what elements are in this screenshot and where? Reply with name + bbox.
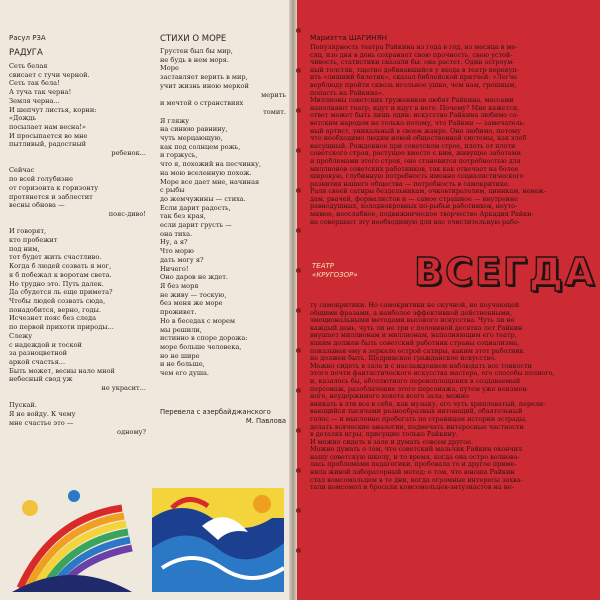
ring-holes [296,0,302,600]
binding-hole [296,28,301,33]
text-line: эмоциональными методами высокого искусства. Чуть ли не [310,317,515,325]
article-text-top [310,44,589,226]
text-line: Земля черна... [9,96,60,105]
text-line: Но трудно это. Путь далек. [9,279,104,288]
text-line: в деталях игры, присущие только Райкину. [310,431,458,439]
text-line: ного, неудержимого хохота всего зала; можно [310,393,469,401]
text-line: ный толстяк, тщетно добивавшийся у входа в театр перекуп- [310,66,519,74]
text-line: показывая ему в зеркале острой сатиры, каким этот работник [310,347,524,355]
text-line: не украсит... [101,384,146,393]
text-line: попасть на Райкина». [310,89,385,97]
text-line: Миллионы советских тружеников любят Райкина, массами [310,97,514,105]
text-line: мы решили, [160,325,202,334]
text-line: няла живой лабораторный метод: о том, что юноша Райкин [310,469,515,477]
text-line: тот будет жить счастливо. [9,253,102,262]
text-line: миллионов советских работников, так как отвечает на более [310,165,519,173]
text-line: что необходимо людям новой общественной системы, как хлеб [310,135,527,143]
binding-hole [296,268,301,273]
text-line: А туча так черна! [9,88,72,97]
poem-raduga [9,62,146,436]
text-line: и мечтой о странствиях [160,99,244,108]
text-line: Быть может, весны нало мной [9,366,115,375]
binding-hole [296,468,301,473]
text-line: и, казалось бы, абсолютного перевоплощения в создаваемый [310,377,521,385]
text-line: чем его душа. [160,369,210,378]
text-line: одному? [117,427,146,436]
text-line: Я без моря [160,281,199,290]
text-line: И можно сидеть в зале и думать совсем другое. [310,438,474,446]
text-line: как под солнцем рожь, [160,142,241,151]
binding-hole [296,148,301,153]
text-line: Ну, а я? [160,238,188,247]
text-line: общими фразами, а наиболее эффективной действенными, [310,309,513,317]
text-line: дать могу я? [160,255,204,264]
text-line: Можно думать о том, что советский мальчик Райкин окончил [310,446,523,454]
binding-hole [296,348,301,353]
text-line: не живу — тоскую, [160,290,227,299]
article-author: Мариэтта ШАГИНЯН [310,33,388,42]
text-line: не будь в нем моря. [160,55,229,64]
section-label [312,262,358,280]
text-line: мимое, неослабное, подвижническое творчество Аркадия Райки- [310,211,534,219]
text-line: по первой прихоти природы... [9,323,114,332]
text-line: Пускай. [9,401,37,410]
text-line: понадобится, верно, годы. [9,305,101,314]
text-line: пытливый, радостный [9,140,86,149]
text-line: заставляет верить в мир, [160,73,248,82]
text-line: чивость, статистики сказали бы: она растет. Один остроум- [310,59,515,67]
text-line: на мою вселенную похож. [160,168,252,177]
text-line: под ним, [9,244,40,253]
binding-hole [296,228,301,233]
text-line: ребенок... [111,149,146,158]
text-line: Но в беседах с морем [160,316,236,325]
text-line: ответ может быть лишь один: искусство Райкина любимо со- [310,112,519,120]
poem-title-raduga: РАДУГА [9,48,43,58]
translation-credit [160,408,286,425]
text-line: протянется и заблестит [9,192,93,201]
text-line: свисает с тучи черной. [9,70,90,79]
text-line: ветским народом не только потому, что Райкин — замечатель- [310,119,526,127]
text-line: до жемчужины — стиха. [160,194,246,203]
text-line: я б побежал к воротам света. [9,270,112,279]
binding-hole [296,68,301,73]
text-line: каким должен быть советский работник страны социализма, [310,339,520,347]
text-line: Да сбудется ль еще примета? [9,288,113,297]
binding-hole [296,308,301,313]
text-line: Слежу [9,331,33,340]
text-line [9,158,146,167]
text-line: этого почти фантастического искусства мастера, его способы полного, [310,370,555,378]
text-line: море больше человека, [160,342,242,351]
text-line: мерить [261,90,286,99]
text-line: за разноцветной [9,349,67,358]
text-line: Море [160,64,179,73]
text-line: «Дождь [9,114,37,123]
text-line: Что морю [160,247,194,256]
text-line: Оно даров не ждет. [160,273,229,282]
text-line: и не больше, [160,360,205,369]
text-line: сяц, изо дня в день сохраняет свою прочность, свою устой- [310,51,513,59]
text-line: кто пробежит [9,236,58,245]
text-line: аркой счастья... [9,357,66,366]
text-line: чуть мерцающую, [160,134,223,143]
text-line: истинно в споре дорожа: [160,334,248,343]
poem-sea [160,47,286,378]
binding-hole [296,108,301,113]
text-line: Когда б людей созвать я мог, [9,262,112,271]
text-line: Ничего! [160,264,189,273]
text-line: Сеть так бела! [9,79,60,88]
text-line: весны обнова — [9,201,65,210]
translator-name: М. Павлова [245,416,286,425]
text-line: наполняют театр, идут и идут в него. Почему? Мне кажется, [310,104,520,112]
text-line: И говорят, [9,227,47,236]
text-line: не должен быть. Щедринское гражданское искусство. [310,355,497,363]
poet-name: Расул РЗА [9,34,46,42]
text-line: дам, рвачей, формалистов и — самое страшное — внутренне [310,195,519,203]
text-line: Исчезнет пояс без следа [9,314,96,323]
binding-hole [296,508,301,513]
text-line: посылает нам весна!» [9,122,86,131]
text-line: что я, похожий на песчинку, [160,160,262,169]
section-label-krugozor: «КРУГОЗОР» [312,271,358,279]
text-line: мне счастье это — [9,418,74,427]
text-line: Если дарит радость, [160,203,231,212]
poem-title-sea: СТИХИ О МОРЕ [160,34,227,44]
text-line [9,393,146,402]
text-line: Чтобы людей созвать сюда, [9,296,106,305]
text-line: по всей голубизне [9,175,74,184]
text-line: И просыпается во мне [9,131,88,140]
section-label-theatre: ТЕАТР [312,262,334,270]
text-line: так без края, [160,212,206,221]
binding-hole [296,188,301,193]
text-line: широкую, глубинную потребность именно социалистического [310,173,524,181]
text-line: Можно сидеть в зале и с наслаждением наблюдать все тонкости [310,362,532,370]
text-line: Популярность театра Райкина из года в год, из месяца в ме- [310,44,518,51]
text-line: внушает миллионам и миллионам, наполняющим его театр, [310,332,517,340]
text-line: вникать в эти все в себя, как музыку, его чуть хрипловатый, перели- [310,400,546,408]
text-line: стал комсомольцем в те дни, когда огромные интересы захва- [310,476,523,484]
text-line: лась проблемами педагогики, пробовала то и другое приме- [310,461,517,469]
text-line: Сейчас [9,166,35,175]
text-line: она тиха. [160,229,193,238]
text-line: равнодушных, холоднокровных по-рыбьи работников, неуто- [310,203,518,211]
binding-hole [296,388,301,393]
text-line: развития нашего общества — потребность в самокритике. [310,180,510,188]
text-line: с надеждой и тоской [9,340,82,349]
text-line: и горжусь, [160,151,198,160]
text-line: и проблемами этого строя, оно становится потребностью для [310,157,521,165]
text-line: без меня же море [160,299,223,308]
text-line: тали комсомол и бросали комсомольцев-энтузиастов на не- [310,484,514,492]
text-line [9,219,146,228]
text-line: Сеть белая [9,62,48,70]
text-line: проживет. [160,308,197,317]
text-line: каждый день, чуть ли не три с половиной десятка лет Райкин [310,324,523,332]
text-line: на совершает эту необходимую для нас очистительную рабо- [310,218,520,226]
text-line: верблюду пройти сквозь игольное ушко, чем нам, грешным, [310,81,517,89]
text-line: нашу советскую школу, и то время, когда она остро волнова- [310,453,520,461]
text-line: Грустен был бы мир, [160,47,233,55]
text-line: Я гляжу [160,116,190,125]
text-line: Море все дает мне, начиная [160,177,260,186]
text-line: советского строя, растущее вместе с ним, живущее заботами [310,150,522,158]
decorative-illustration [12,488,284,592]
text-line: делать всяческие аналогии, подмечать интересные частности [310,423,524,431]
article-headline: ВСЕГДА [414,250,597,294]
text-line: учит жизнь иною меркой [160,81,249,90]
text-line: ный артист, уникальный в своем жанре. Оно любимо, потому [310,127,521,135]
article-text-bottom [310,302,589,492]
text-line: пояс-диво! [108,209,146,218]
text-line: голос — и мысленно пробегать по страницам истории эстрады, [310,415,528,423]
text-line: томит. [263,107,286,116]
text-line: от горизонта к горизонту [9,183,99,192]
binding-hole [296,428,301,433]
text-line: Раля своей сатиры бездельникам, очковтирателям, циникам, невеж- [310,188,547,196]
text-line: если дарит грусть — [160,221,232,230]
text-line: ить «лишний билетик», сказал библейской притчей: «Легче [310,74,518,82]
translation-note: Перевела с азербайджанского [160,408,271,416]
text-line: И шепчут листья, корни: [9,105,97,114]
text-line: ту самокритики. Но самокритики не скучной, не поучающей [310,302,520,309]
text-line: с рыбы [160,186,185,195]
text-line: Я не войду. К чему [9,410,76,419]
text-line: на синюю равнину, [160,125,228,134]
text-line: небесный свод уж [9,375,73,384]
text-line: вающийся тысячами разнообразных интонаций, обаятельный [310,408,523,416]
text-line: насущный. Рожденное при советском строе, плоть от плоти [310,142,516,150]
binding-hole [296,548,301,553]
text-line: но не шире [160,351,200,360]
text-line: персонаж, разоблачение этого персонажа, путем уже неизмен- [310,385,529,393]
